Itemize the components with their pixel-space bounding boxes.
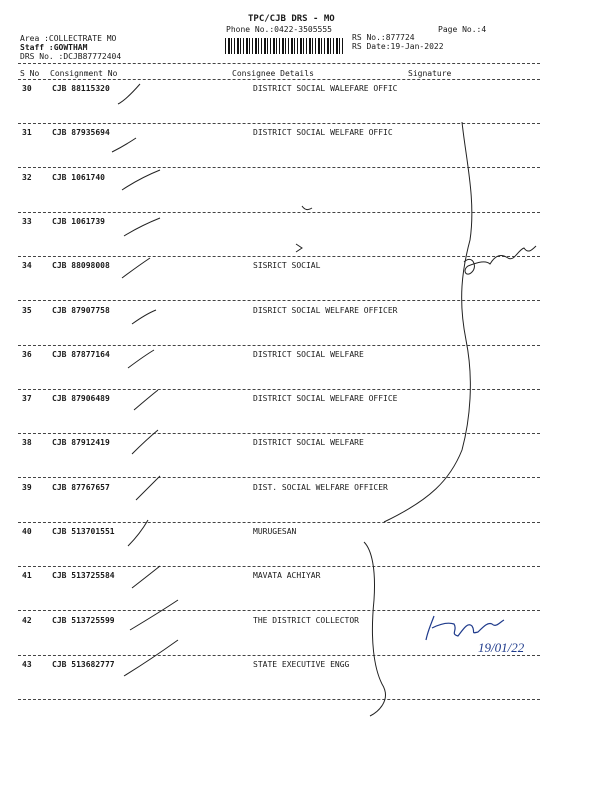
row-consignment-no: CJB 513725599 xyxy=(52,616,115,625)
row-consignment-no: CJB 88098008 xyxy=(52,261,110,270)
rs-date: RS Date:19-Jan-2022 xyxy=(352,42,444,51)
signature-stroke-upper xyxy=(384,122,472,522)
row-sno: 32 xyxy=(22,173,32,182)
signature-stroke-lower xyxy=(364,542,385,716)
row-consignment-no: CJB 87767657 xyxy=(52,483,110,492)
row-consignee: DISTRICT SOCIAL WALEFARE OFFIC xyxy=(253,84,398,93)
row-sno: 34 xyxy=(22,261,32,270)
row-consignee: DISTRICT SOCIAL WELFARE xyxy=(253,350,364,359)
row-consignment-no: CJB 88115320 xyxy=(52,84,110,93)
row-consignment-no: CJB 87912419 xyxy=(52,438,110,447)
small-mark xyxy=(302,206,312,210)
row-sno: 35 xyxy=(22,306,32,315)
row-sno: 41 xyxy=(22,571,32,580)
scribble-signature xyxy=(464,246,536,274)
staff-label: Staff :GOWTHAM xyxy=(20,43,88,52)
col-consignee-header: Consignee Details xyxy=(232,69,314,78)
row-consignment-no: CJB 513701551 xyxy=(52,527,115,536)
row-consignee: THE DISTRICT COLLECTOR xyxy=(253,616,359,625)
row-sno: 36 xyxy=(22,350,32,359)
row-consignment-no: CJB 87935694 xyxy=(52,128,110,137)
row-consignment-no: CJB 87877164 xyxy=(52,350,110,359)
blue-signature xyxy=(426,616,504,640)
row-consignment-no: CJB 513725584 xyxy=(52,571,115,580)
document-title: TPC/CJB DRS - MO xyxy=(248,14,335,24)
drs-number: DRS No. :DCJB87772404 xyxy=(20,52,122,61)
row-consignment-no: CJB 513682777 xyxy=(52,660,115,669)
row-sno: 37 xyxy=(22,394,32,403)
signature-date: 19/01/22 xyxy=(478,640,525,655)
row-consignee: SISRICT SOCIAL xyxy=(253,261,321,270)
col-signature-header: Signature xyxy=(408,69,452,78)
row-consignee: DIST. SOCIAL WELFARE OFFICER xyxy=(253,483,388,492)
row-sno: 42 xyxy=(22,616,32,625)
row-consignment-no: CJB 1061739 xyxy=(52,217,105,226)
row-consignee: MAVATA ACHIYAR xyxy=(253,571,321,580)
area-label: Area :COLLECTRATE MO xyxy=(20,34,117,43)
page-number: Page No.:4 xyxy=(438,25,487,34)
row-sno: 38 xyxy=(22,438,32,447)
row-consignee: DISTRICT SOCIAL WELFARE OFFICE xyxy=(253,394,398,403)
row-consignee: DISRICT SOCIAL WELFARE OFFICER xyxy=(253,306,398,315)
row-sno: 33 xyxy=(22,217,32,226)
col-consignment-header: Consignment No xyxy=(50,69,118,78)
col-sno-header: S No xyxy=(20,69,40,78)
row-consignee: STATE EXECUTIVE ENGG xyxy=(253,660,350,669)
row-sno: 43 xyxy=(22,660,32,669)
row-sno: 39 xyxy=(22,483,32,492)
row-sno: 30 xyxy=(22,84,32,93)
row-consignment-no: CJB 87907758 xyxy=(52,306,110,315)
small-mark xyxy=(296,244,302,252)
row-consignment-no: CJB 87906489 xyxy=(52,394,110,403)
rs-number: RS No.:877724 xyxy=(352,33,415,42)
tick-marks xyxy=(112,84,178,676)
row-sno: 31 xyxy=(22,128,32,137)
row-consignee: DISTRICT SOCIAL WELFARE OFFIC xyxy=(253,128,393,137)
row-consignee: MURUGESAN xyxy=(253,527,297,536)
phone-number: Phone No.:0422-3505555 xyxy=(226,25,332,34)
row-consignment-no: CJB 1061740 xyxy=(52,173,105,182)
row-consignee: DISTRICT SOCIAL WELFARE xyxy=(253,438,364,447)
row-sno: 40 xyxy=(22,527,32,536)
